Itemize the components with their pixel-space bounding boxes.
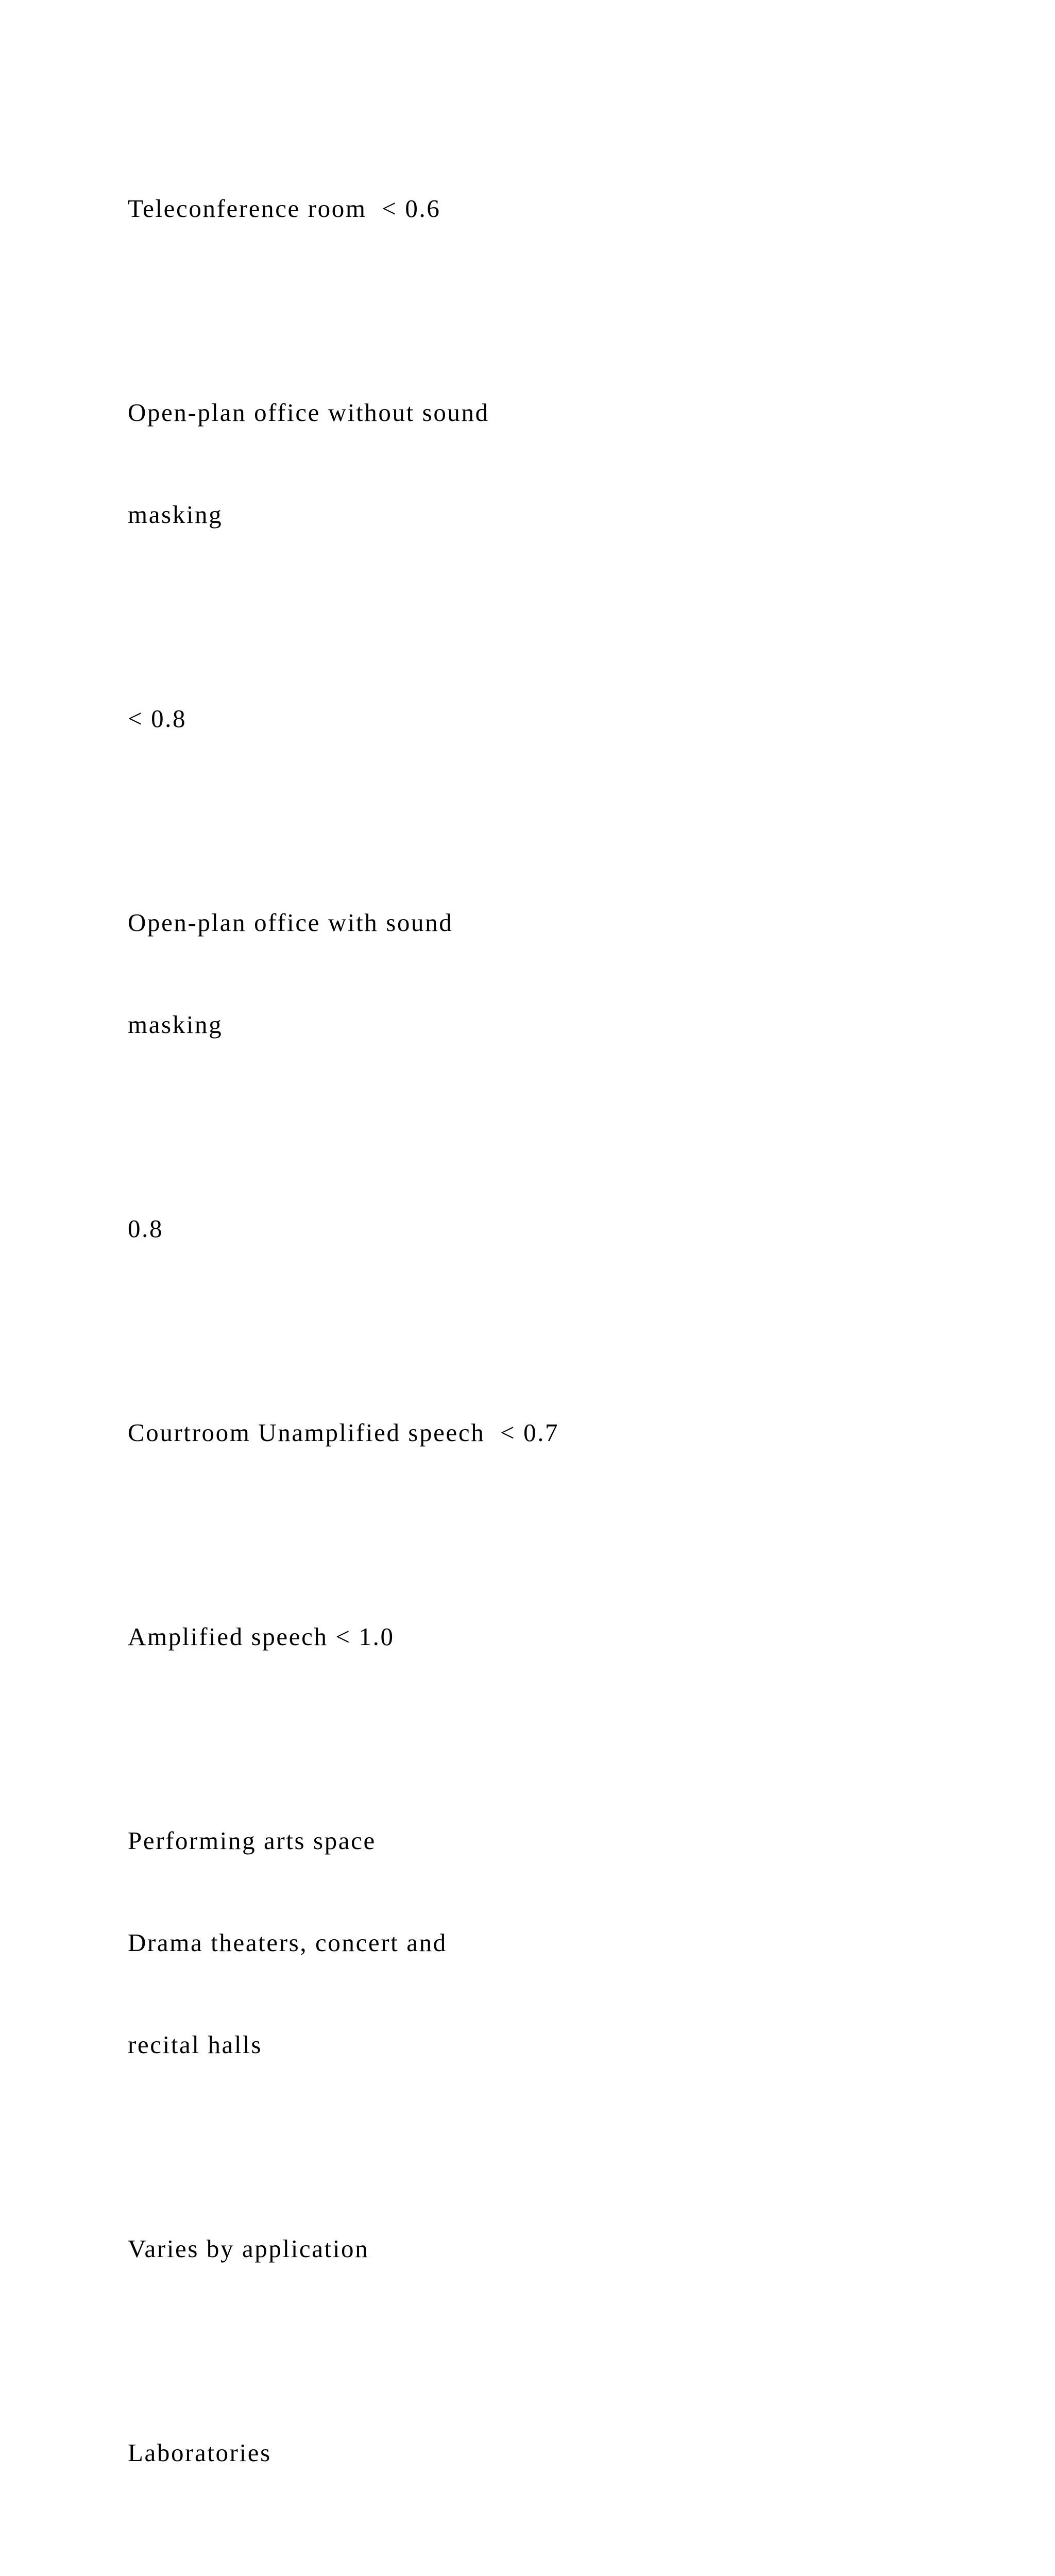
- text-line: Laboratories: [128, 2438, 271, 2467]
- paragraph-value: [128, 634, 931, 804]
- paragraph-performing-arts: [128, 1756, 931, 2130]
- paragraph-laboratories: [128, 2368, 931, 2538]
- text-line: masking: [128, 1010, 223, 1039]
- document-body: [128, 124, 931, 2576]
- text-line: Performing arts space: [128, 1826, 376, 1855]
- text-line: < 0.8: [128, 704, 187, 733]
- text-line: Open-plan office with sound: [128, 908, 453, 937]
- text-line: Drama theaters, concert and: [128, 1928, 447, 1957]
- paragraph-amplified-speech: [128, 1552, 931, 1722]
- text-line: recital halls: [128, 2030, 262, 2059]
- paragraph-open-plan-without-masking: [128, 328, 931, 600]
- text-line: Teleconference room < 0.6: [128, 194, 441, 223]
- paragraph-varies: [128, 2164, 931, 2334]
- text-line: Open-plan office without sound: [128, 398, 489, 427]
- text-line: Varies by application: [128, 2234, 369, 2263]
- paragraph-value: [128, 1144, 931, 1314]
- text-line: Courtroom Unamplified speech < 0.7: [128, 1418, 559, 1447]
- paragraph-teleconference-room: [128, 124, 931, 294]
- paragraph-courtroom: [128, 1348, 931, 1518]
- text-line: masking: [128, 500, 223, 529]
- text-line: Amplified speech < 1.0: [128, 1622, 395, 1651]
- paragraph-testing-research: [128, 2572, 931, 2576]
- paragraph-open-plan-with-masking: [128, 838, 931, 1110]
- text-line: 0.8: [128, 1214, 164, 1243]
